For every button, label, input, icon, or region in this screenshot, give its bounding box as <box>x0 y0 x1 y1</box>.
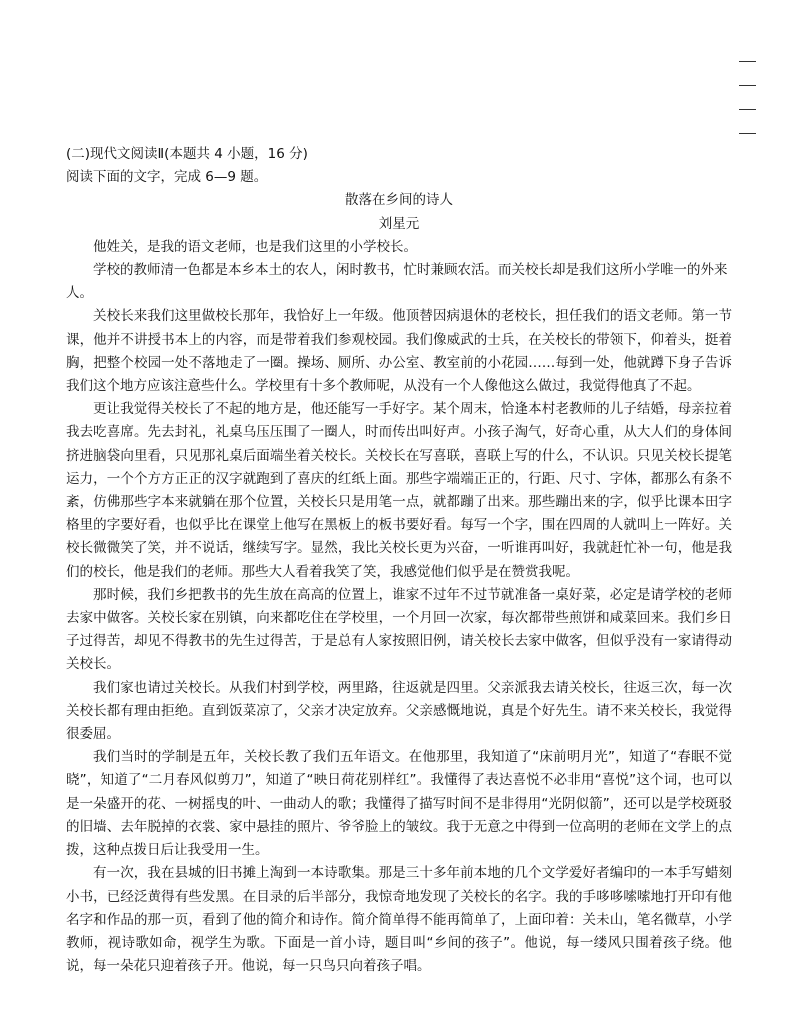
paragraph: 他姓关，是我的语文老师，也是我们这里的小学校长。 <box>93 238 417 255</box>
paragraph: 关校长来我们这里做校长那年，我恰好上一年级。他顶替因病退休的老校长，担任我们的语文老师。第一节课，他并不讲授书本上的内容，而是带着我们参观校园。我们像威武的士兵，在关校长的带领下，仰着头，挺着胸，把整个校园一处不落地走了一圈。操场、厕所、办公室、教室前的小花园……每到一处，他就蹲下身子告诉我们这个地方应该注意些什么。学校里有十多个教师呢，从没有一个人像他这么做过，我觉得他真了不起。 <box>66 308 732 395</box>
paragraph: 那时候，我们乡把教书的先生放在高高的位置上，谁家不过年不过节就准备一桌好菜，必定是请学校的老师去家中做客。关校长家在别镇，向来都吃住在学校里，一个月回一次家，每次都带些煎饼和咸菜回来。我们乡日子过得苦，却见不得教书的先生过得苦，于是总有人家按照旧例，请关校长去家中做客，但似乎没有一家请得动关校长。 <box>66 586 732 673</box>
margin-dash <box>739 109 756 110</box>
article-author: 刘星元 <box>378 215 420 232</box>
article-title: 散落在乡间的诗人 <box>345 192 453 209</box>
paragraph: 我们当时的学制是五年，关校长教了我们五年语文。在他那里，我知道了“床前明月光”，知道了“春眠不觉晓”，知道了“二月春风似剪刀”，知道了“映日荷花别样红”。我懂得了表达喜悦不必非用“喜悦”这个词，也可以是一朵盛开的花、一树摇曳的叶、一曲动人的歌；我懂得了描写时间不是非得用“光阴似箭”，还可以是学校斑驳的旧墙、去年脱掉的衣裳、家中悬挂的照片、爷爷脸上的皱纹。我于无意之中得到一位高明的老师在文学上的点拨，这种点拨日后让我受用一生。 <box>66 749 732 859</box>
paragraph: 更让我觉得关校长了不起的地方是，他还能写一手好字。某个周末，恰逢本村老教师的儿子结婚，母亲拉着我去吃喜席。先去封礼，礼桌乌压压围了一圈人，时而传出叫好声。小孩子淘气，好奇心重，从大人们的身体间挤进脑袋向里看，只见那礼桌后面端坐着关校长。关校长在写喜联，喜联上写的什么，不认识。只见关校长提笔运力，一个个方方正正的汉字就跑到了喜庆的红纸上面。那些字端端正正的，行距、尺寸、字体，都那么有条不紊，仿佛那些字本来就躺在那个位置，关校长只是用笔一点，就都蹦了出来。那些蹦出来的字，似乎比课本田字格里的字要好看，也似乎比在课堂上他写在黑板上的板书要好看。每写一个字，围在四周的人就叫上一阵好。关校长微微笑了笑，并不说话，继续写字。显然，我比关校长更为兴奋，一听谁再叫好，我就赶忙补一句，他是我们的校长，他是我们的老师。那些大人看着我笑了笑，我感觉他们似乎是在赞赏我呢。 <box>66 401 732 580</box>
section-heading: (二)现代文阅读Ⅱ(本题共 4 小题，16 分) <box>66 146 308 162</box>
margin-dash <box>739 133 756 134</box>
paragraph: 我们家也请过关校长。从我们村到学校，两里路，往返就是四里。父亲派我去请关校长，往返三次，每一次关校长都有理由拒绝。直到饭菜凉了，父亲才决定放弃。父亲感慨地说，真是个好先生。请不来关校长，我觉得很委屈。 <box>66 679 732 743</box>
reading-instruction: 阅读下面的文字，完成 6—9 题。 <box>66 169 268 186</box>
margin-dash <box>739 61 756 62</box>
paragraph: 学校的教师清一色都是本乡本土的农人，闲时教书，忙时兼顾农活。而关校长却是我们这所小学唯一的外来人。 <box>66 262 728 302</box>
margin-dash <box>739 85 756 86</box>
reading-passage <box>66 143 732 978</box>
paragraph: 有一次，我在县城的旧书摊上淘到一本诗歌集。那是三十多年前本地的几个文学爱好者编印的一本手写蜡刻小书，已经泛黄得有些发黑。在目录的后半部分，我惊奇地发现了关校长的名字。我的手哆哆嗦嗦地打开印有他名字和作品的那一页，看到了他的简介和诗作。简介简单得不能再简单了，上面印着：关未山，笔名微草，小学教师，视诗歌如命，视学生为歌。下面是一首小诗，题目叫“乡间的孩子”。他说，每一缕风只围着孩子绕。他说，每一朵花只迎着孩子开。他说，每一只鸟只向着孩子唱。 <box>66 865 732 975</box>
